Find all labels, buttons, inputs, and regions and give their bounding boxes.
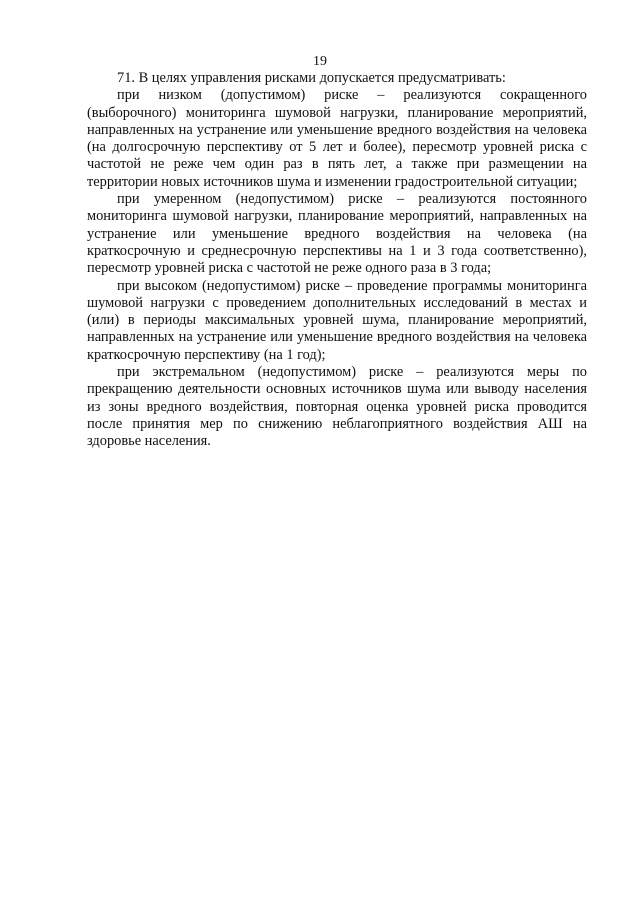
document-body bbox=[87, 70, 587, 451]
page-number: 19 bbox=[313, 54, 327, 69]
paragraph-moderate-risk: при умеренном (недопустимом) риске – реализуются постоянного мониторинга шумовой нагрузки, планирование мероприятий, направленных на устранение или уменьшение вредного воздействия на человека (на краткосрочную и среднесрочную перспективы на 1 и 3 года соответственно), пересмотр уровней риска с частотой не реже одного раза в 3 года; bbox=[87, 191, 587, 277]
paragraph-high-risk: при высоком (недопустимом) риске – проведение программы мониторинга шумовой нагрузки с проведением дополнительных исследований в местах и (или) в периоды максимальных уровней шума, планирование мероприятий, направленных на устранение или уменьшение вредного воздействия на человека краткосрочную перспективу (на 1 год); bbox=[87, 277, 587, 363]
paragraph-extreme-risk: при экстремальном (недопустимом) риске – реализуются меры по прекращению деятельности основных источников шума или выводу населения из зоны вредного воздействия, повторная оценка уровней риска проводится после принятия мер по снижению неблагоприятного воздействия АШ на здоровье населения. bbox=[87, 364, 587, 450]
paragraph-low-risk: при низком (допустимом) риске – реализуются сокращенного (выборочного) мониторинга шумовой нагрузки, планирование мероприятий, направленных на устранение или уменьшение вредного воздействия на человека (на долгосрочную перспективу от 5 лет и более), пересмотр уровней риска с частотой не реже чем один раз в пять лет, а также при размещении на территории новых источников шума и изменении градостроительной ситуации; bbox=[87, 87, 587, 190]
paragraph-intro: 71. В целях управления рисками допускается предусматривать: bbox=[117, 70, 506, 86]
